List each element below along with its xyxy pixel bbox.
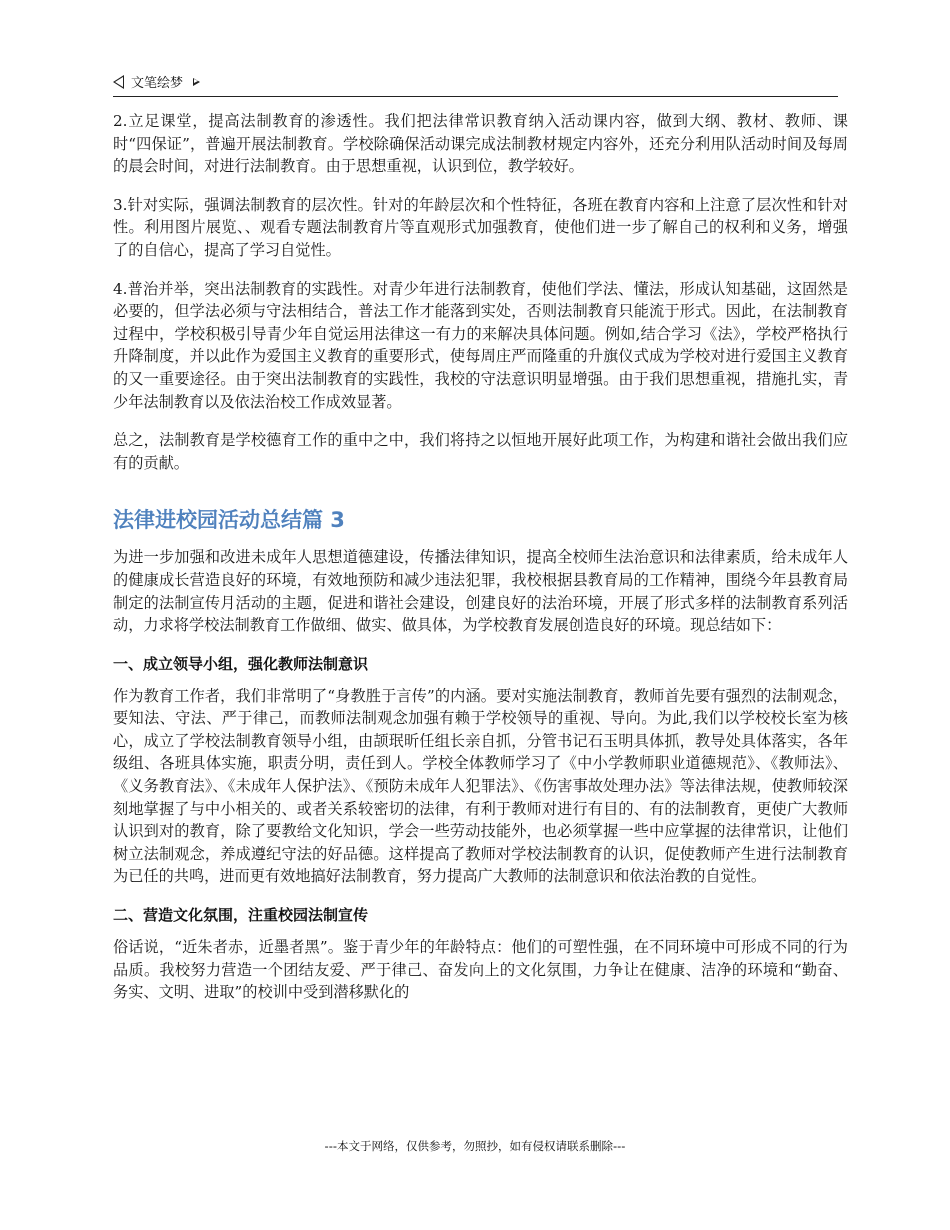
subsection-2-body: 俗话说，“近朱者赤，近墨者黑”。鉴于青少年的年龄特点：他们的可塑性强，在不同环境中可形成不同的行为品质。我校努力营造一个团结友爱、严于律己、奋发向上的文化氛围，力争让在健康、洁净的环境和“勤奋、务实、文明、进取”的校训中受到潜移默化的	[113, 938, 848, 1002]
paragraph-item-2: 2.立足课堂，提高法制教育的渗透性。我们把法律常识教育纳入活动课内容，做到大纲、教材、教师、课时“四保证”，普遍开展法制教育。学校除确保活动课完成法制教材规定内容外，还充分利用队活动时间及每周的晨会时间，对进行法制教育。由于思想重视，认识到位，教学较好。	[113, 112, 848, 176]
brand-label: 文笔绘梦	[131, 76, 184, 91]
page-footer: ---本文于网络，仅供参考，勿照抄，如有侵权请联系删除---	[324, 1139, 626, 1153]
section-intro: 为进一步加强和改进未成年人思想道德建设，传播法律知识，提高全校师生法治意识和法律素质，给未成年人的健康成长营造良好的环境，有效地预防和减少违法犯罪，我校根据县教育局的工作精神，围绕今年县教育局制定的法制宣传月活动的主题，促进和谐社会建设，创建良好的法治环境，开展了形式多样的法制教育系列活动，力求将学校法制教育工作做细、做实、做具体，为学校教育发展创造良好的环境。现总结如下：	[113, 548, 848, 635]
subheading-2: 二、营造文化氛围，注重校园法制宣传	[113, 906, 369, 925]
triangle-right-icon	[193, 78, 200, 86]
page-header	[113, 72, 838, 97]
brand	[113, 72, 200, 91]
subsection-1-body: 作为教育工作者，我们非常明了“身教胜于言传”的内涵。要对实施法制教育，教师首先要有强烈的法制观念，要知法、守法、严于律己，而教师法制观念加强有赖于学校领导的重视、导向。为此,我们以学校校长室为核心，成立了学校法制教育领导小组，由颉珉昕任组长亲自抓，分管书记石玉明具体抓，教导处具体落实，各年级组、各班具体实施，职责分明，责任到人。学校全体教师学习了《中小学教师职业道德规范》、《教师法》、《义务教育法》、《未成年人保护法》、《预防未成年人犯罪法》、《伤害事故处理办法》等法律法规，使教师较深刻地掌握了与中小相关的、或者关系较密切的法律，有利于教师对进行有目的、有的法制教育，更使广大教师认识到对的教育，除了要教给文化知识，学会一些劳动技能外，也必须掌握一些中应掌握的法律常识，让他们树立法制观念，养成遵纪守法的好品德。这样提高了教师对学校法制教育的认识，促使教师产生进行法制教育为已任的共鸣，进而更有效地搞好法制教育，努力提高广大教师的法制意识和依法治教的自觉性。	[113, 686, 848, 886]
document-body	[113, 110, 848, 1020]
section-title: 法律进校园活动总结篇 3	[113, 508, 345, 533]
paragraph-conclusion: 总之，法制教育是学校德育工作的重中之中，我们将持之以恒地开展好此项工作，为构建和谐社会做出我们应有的贡献。	[113, 431, 848, 472]
subheading-1: 一、成立领导小组，强化教师法制意识	[113, 654, 369, 673]
paragraph-item-4: 4.普治并举，突出法制教育的实践性。对青少年进行法制教育，使他们学法、懂法，形成认知基础，这固然是必要的，但学法必须与守法相结合，普法工作才能落到实处，否则法制教育只能流于形式。因此，在法制教育过程中，学校积极引导青少年自觉运用法律这一有力的来解决具体问题。例如,结合学习《法》，学校严格执行升降制度，并以此作为爱国主义教育的重要形式，使每周庄严而隆重的升旗仪式成为学校对进行爱国主义教育的又一重要途径。由于突出法制教育的实践性，我校的守法意识明显增强。由于我们思想重视，措施扎实，青少年法制教育以及依法治校工作成效显著。	[113, 279, 848, 411]
paragraph-item-3: 3.针对实际，强调法制教育的层次性。针对的年龄层次和个性特征，各班在教育内容和上注意了层次性和针对性。利用图片展览、、观看专题法制教育片等直观形式加强教育，使他们进一步了解自己的权利和义务，增强了的自信心，提高了学习自觉性。	[113, 195, 848, 259]
triangle-left-icon	[113, 75, 124, 89]
